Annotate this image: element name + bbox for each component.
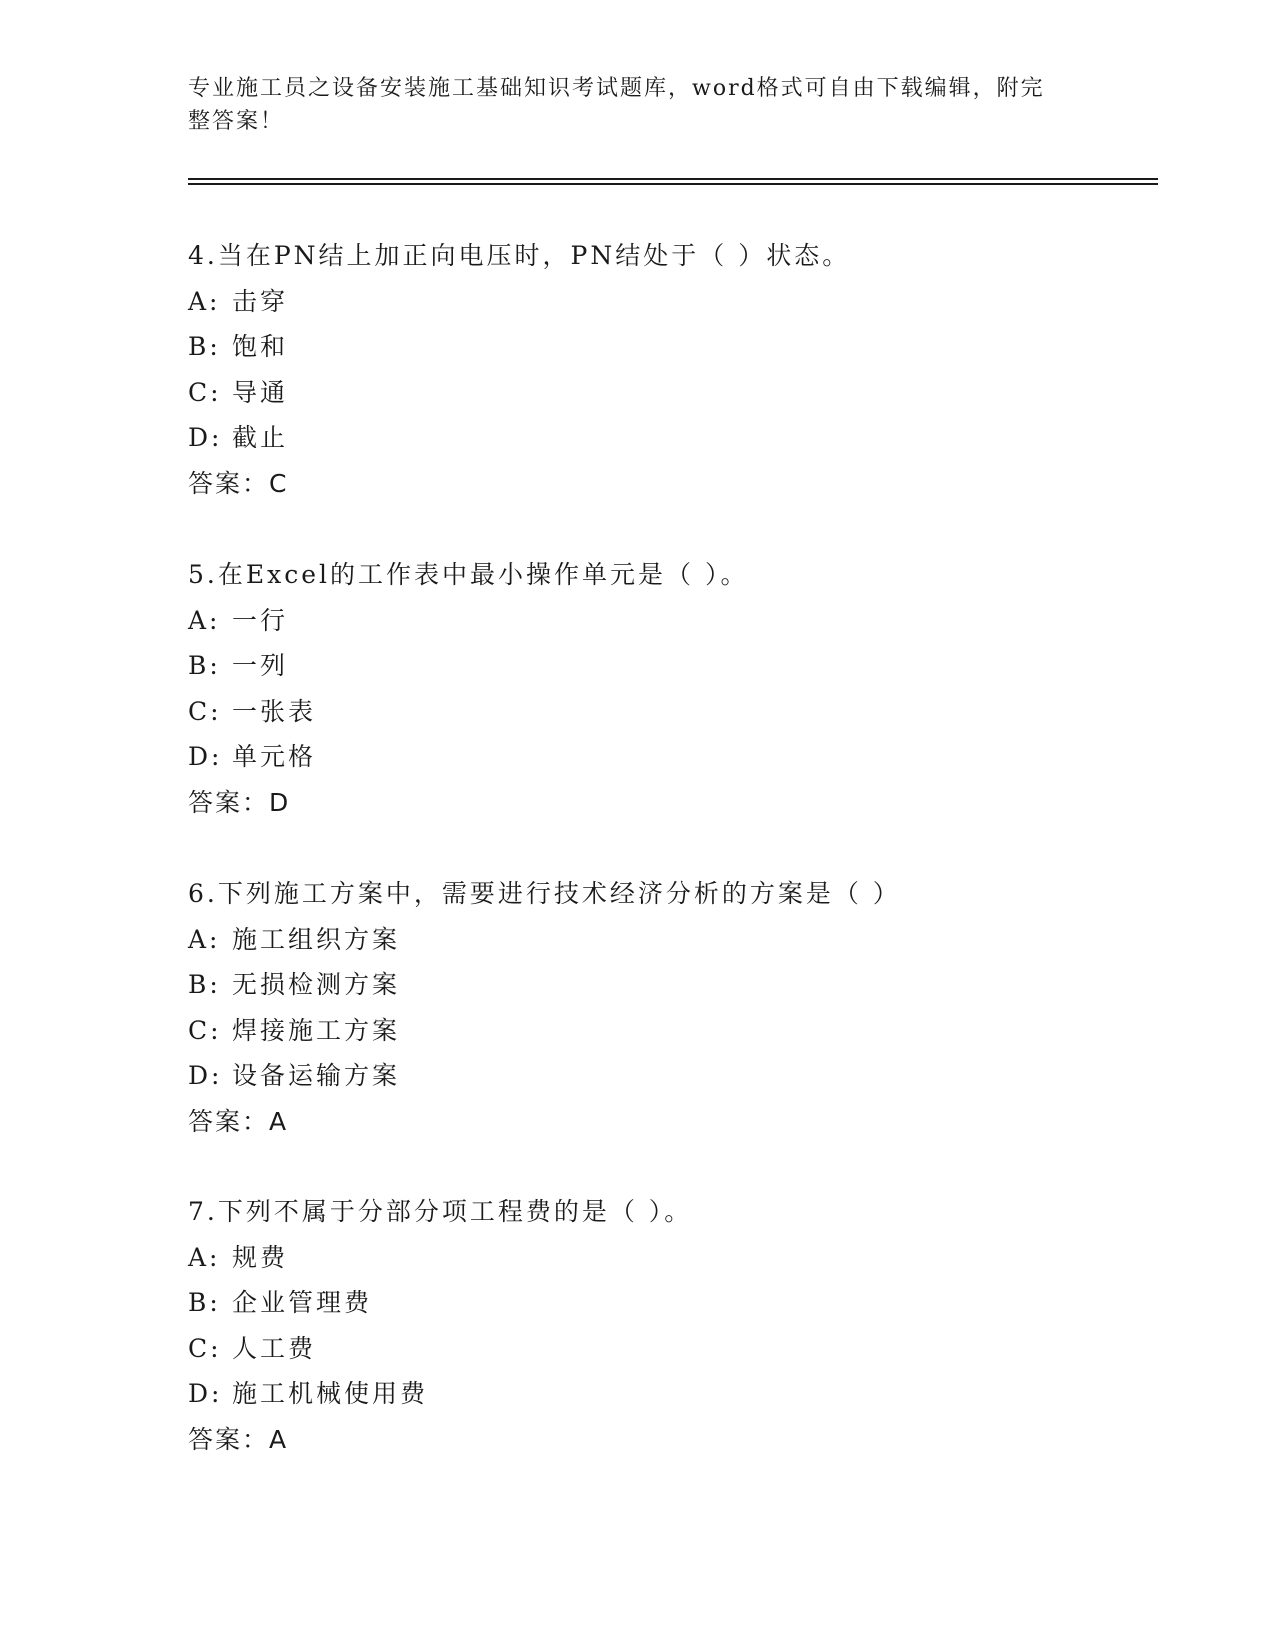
option-b [188,643,1148,689]
option-key: B: [188,970,221,1000]
option-a [188,598,1148,644]
option-text: 规费 [232,1242,289,1272]
option-d [188,415,1148,461]
option-c [188,370,1148,416]
option-c [188,1008,1148,1054]
document-header: 专业施工员之设备安装施工基础知识考试题库，word格式可自由下载编辑，附完整答案！ [188,76,1045,134]
option-b [188,1280,1148,1326]
option-key: C: [188,1333,222,1363]
option-text: 焊接施工方案 [232,1015,401,1045]
option-text: 设备运输方案 [232,1061,401,1091]
option-a [188,1235,1148,1281]
option-text: 饱和 [232,332,289,362]
option-text: 一行 [232,605,289,635]
option-key: B: [188,332,221,362]
option-text: 一列 [232,651,289,681]
question-stem: 6.下列施工方案中，需要进行技术经济分析的方案是（ ） [188,879,901,908]
option-c [188,1326,1148,1372]
question-6 [188,871,1148,1145]
option-a [188,917,1148,963]
question-7 [188,1189,1148,1463]
option-key: A: [188,605,221,635]
option-key: B: [188,1288,221,1318]
option-key: C: [188,1015,222,1045]
option-key: A: [188,924,221,954]
option-key: A: [188,1242,221,1272]
option-text: 截止 [232,423,289,453]
option-c [188,689,1148,735]
question-4 [188,233,1148,507]
question-stem: 5.在Excel的工作表中最小操作单元是（ ）。 [188,560,749,589]
answer: 答案：A [188,1106,289,1136]
option-text: 企业管理费 [232,1288,373,1318]
option-text: 人工费 [232,1333,317,1363]
header-divider-top [188,178,1158,180]
option-text: 一张表 [232,696,317,726]
question-stem: 7.下列不属于分部分项工程费的是（ ）。 [188,1197,693,1226]
option-a [188,279,1148,325]
option-text: 击穿 [232,286,289,316]
option-text: 单元格 [232,742,317,772]
option-key: D: [188,742,223,772]
option-text: 施工机械使用费 [232,1379,429,1409]
option-d [188,734,1148,780]
option-text: 施工组织方案 [232,924,401,954]
option-key: A: [188,286,221,316]
option-b [188,962,1148,1008]
question-stem: 4.当在PN结上加正向电压时，PN结处于（ ）状态。 [188,241,851,270]
option-key: D: [188,423,223,453]
option-key: C: [188,696,222,726]
option-text: 无损检测方案 [232,970,401,1000]
option-d [188,1371,1148,1417]
option-key: B: [188,651,221,681]
answer: 答案：D [188,787,291,817]
option-text: 导通 [232,377,289,407]
option-key: C: [188,377,222,407]
answer: 答案：A [188,1424,289,1454]
header-divider-bottom [188,183,1158,185]
option-key: D: [188,1061,223,1091]
answer: 答案：C [188,468,289,498]
option-d [188,1053,1148,1099]
question-5 [188,552,1148,826]
option-key: D: [188,1379,223,1409]
option-b [188,324,1148,370]
